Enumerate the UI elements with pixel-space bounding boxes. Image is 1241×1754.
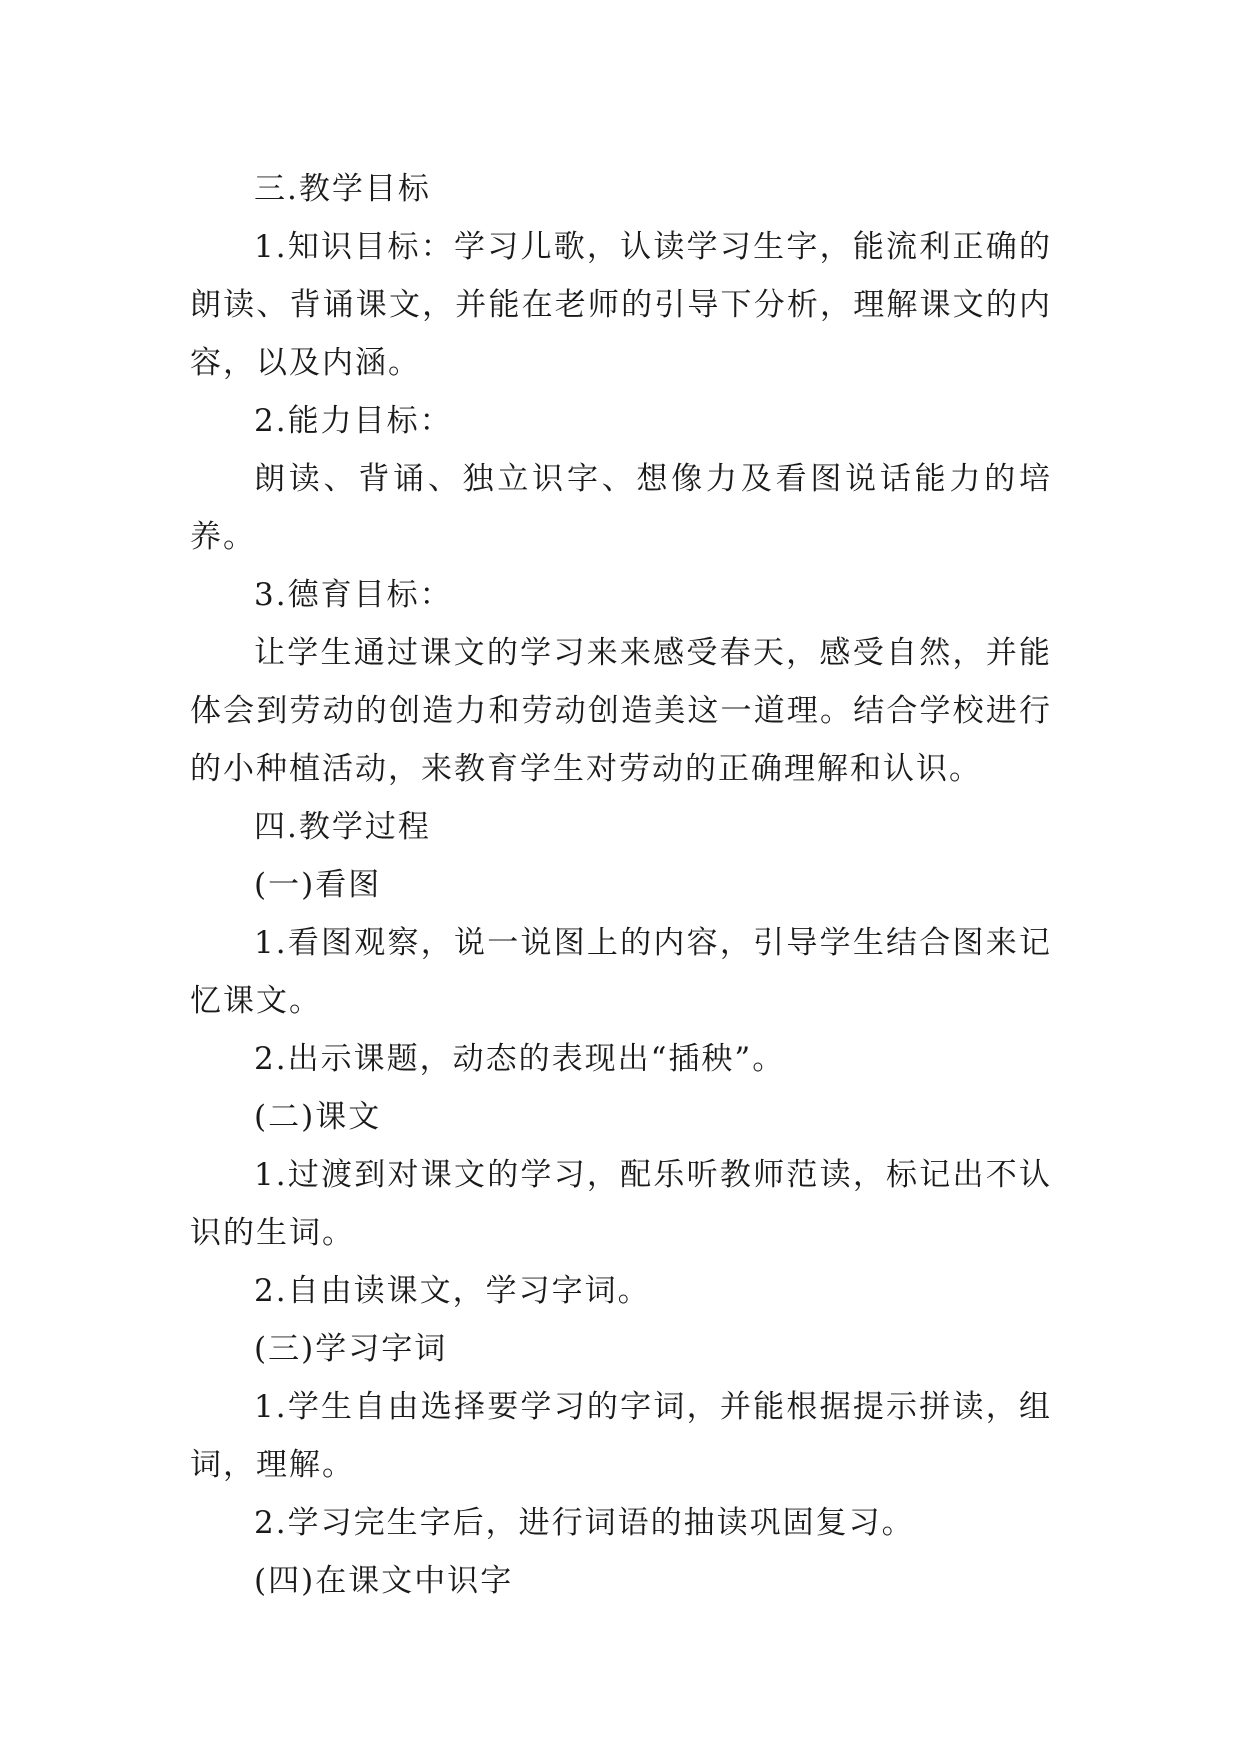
paragraph-transition-to-text: 1.过渡到对课文的学习，配乐听教师范读，标记出不认识的生词。 — [190, 1157, 1052, 1251]
subheading-look-at-picture: (一)看图 — [254, 867, 382, 903]
paragraph-observe-picture: 1.看图观察，说一说图上的内容，引导学生结合图来记忆课文。 — [190, 925, 1052, 1019]
subheading-text: (二)课文 — [254, 1099, 382, 1135]
section-heading-teaching-goals: 三.教学目标 — [254, 171, 431, 207]
paragraph-moral-goal-heading: 3.德育目标： — [254, 577, 453, 613]
paragraph-knowledge-goal: 1.知识目标：学习儿歌，认读学习生字，能流利正确的朗读、背诵课文，并能在老师的引导下分析，理解课文的内容，以及内涵。 — [190, 229, 1052, 381]
paragraph-show-title: 2.出示课题，动态的表现出“插秧”。 — [254, 1041, 786, 1077]
subheading-learn-words: (三)学习字词 — [254, 1331, 448, 1367]
paragraph-ability-goal: 朗读、背诵、独立识字、想像力及看图说话能力的培养。 — [190, 461, 1052, 555]
paragraph-review-words: 2.学习完生字后，进行词语的抽读巩固复习。 — [254, 1505, 915, 1541]
subheading-recognize-in-text: (四)在课文中识字 — [254, 1563, 514, 1599]
paragraph-choose-words: 1.学生自由选择要学习的字词，并能根据提示拼读，组词，理解。 — [190, 1389, 1052, 1483]
paragraph-free-reading: 2.自由读课文，学习字词。 — [254, 1273, 651, 1309]
section-heading-teaching-process: 四.教学过程 — [254, 809, 431, 845]
document-body — [190, 160, 1052, 1610]
paragraph-ability-goal-heading: 2.能力目标： — [254, 403, 453, 439]
paragraph-moral-goal: 让学生通过课文的学习来来感受春天，感受自然，并能体会到劳动的创造力和劳动创造美这一道理。结合学校进行的小种植活动，来教育学生对劳动的正确理解和认识。 — [190, 635, 1052, 787]
